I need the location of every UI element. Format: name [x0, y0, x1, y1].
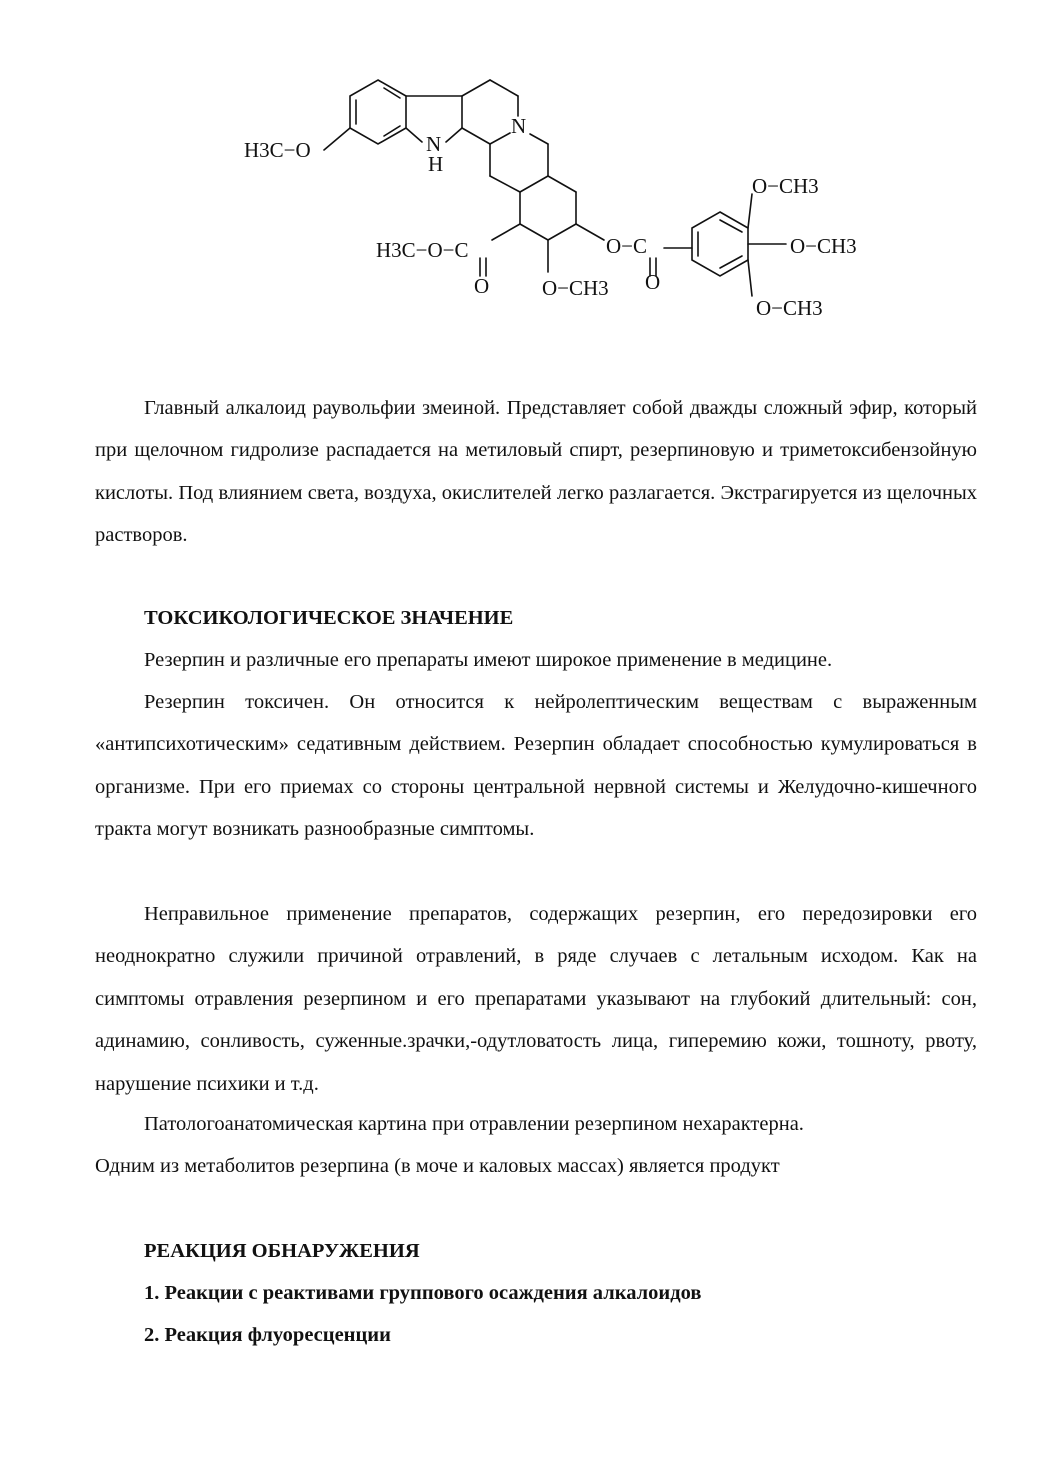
toxicology-paragraph-4-line-1: Патологоанатомическая картина при отравлении резерпином нехарактерна. [144, 1113, 804, 1135]
methyl-ester-label: H3C−O−C [376, 238, 469, 262]
formula-bonds [0, 0, 1039, 340]
detection-heading: РЕАКЦИЯ ОБНАРУЖЕНИЯ [144, 1240, 420, 1262]
reserpine-structural-formula [0, 0, 1039, 340]
toxicology-paragraph-3: Неправильное применение препаратов, содержащих резерпин, его передозировки его неоднократно служили причиной отравлений, в ряде случаев с летальным исходом. Как на симптомы отравления резерпином и его препаратами указывают на глубокий длительный: сон, адинамию, сонливость, суженные.зрачки,-одутловатость лица, гиперемию кожи, тошноту, рвоту, нарушение психики и т.д. [95, 903, 977, 1095]
toxicology-paragraph-4-line-2: Одним из метаболитов резерпина (в моче и каловых массах) является продукт [95, 1155, 780, 1177]
toxicology-paragraph-1: Резерпин и различные его препараты имеют широкое применение в медицине. [144, 649, 833, 671]
indole-n-label: N [426, 132, 442, 156]
methoxy-middle-label: O−CH3 [790, 234, 857, 258]
methoxy-bottom-label: O−CH3 [756, 296, 823, 320]
indole-h-label: H [428, 152, 444, 176]
benzoate-carbonyl-o-label: O [645, 270, 661, 294]
methoxy-label-left: H3C−O [244, 138, 311, 162]
ring-n-label: N [511, 114, 527, 138]
detection-item-2: 2. Реакция флуоресценции [144, 1324, 391, 1346]
detection-item-1: 1. Реакции с реактивами группового осаждения алкалоидов [144, 1282, 702, 1304]
toxicology-paragraph-2: Резерпин токсичен. Он относится к нейролептическим веществам с выраженным «антипсихотическим» седативным действием. Резерпин обладает способностью кумулироваться в организме. При его приемах со стороны центральной нервной системы и Желудочно-кишечного тракта могут возникать разнообразные симптомы. [95, 691, 977, 841]
methoxy-top-label: O−CH3 [752, 174, 819, 198]
ring-methoxy-label: O−CH3 [542, 276, 609, 300]
intro-paragraph: Главный алкалоид раувольфии змеиной. Представляет собой дважды сложный эфир, который при щелочном гидролизе распадается на метиловый спирт, резерпиновую и триметоксибензойную кислоты. Под влиянием света, воздуха, окислителей легко разлагается. Экстрагируется из щелочных растворов. [95, 397, 977, 547]
indole-benzene-ring [350, 80, 406, 144]
benzoate-ester-label: O−C [606, 234, 648, 258]
ester-carbonyl-o-label: O [474, 274, 490, 298]
trimethoxyphenyl-ring [692, 212, 748, 276]
toxicology-heading: ТОКСИКОЛОГИЧЕСКОЕ ЗНАЧЕНИЕ [144, 607, 514, 629]
